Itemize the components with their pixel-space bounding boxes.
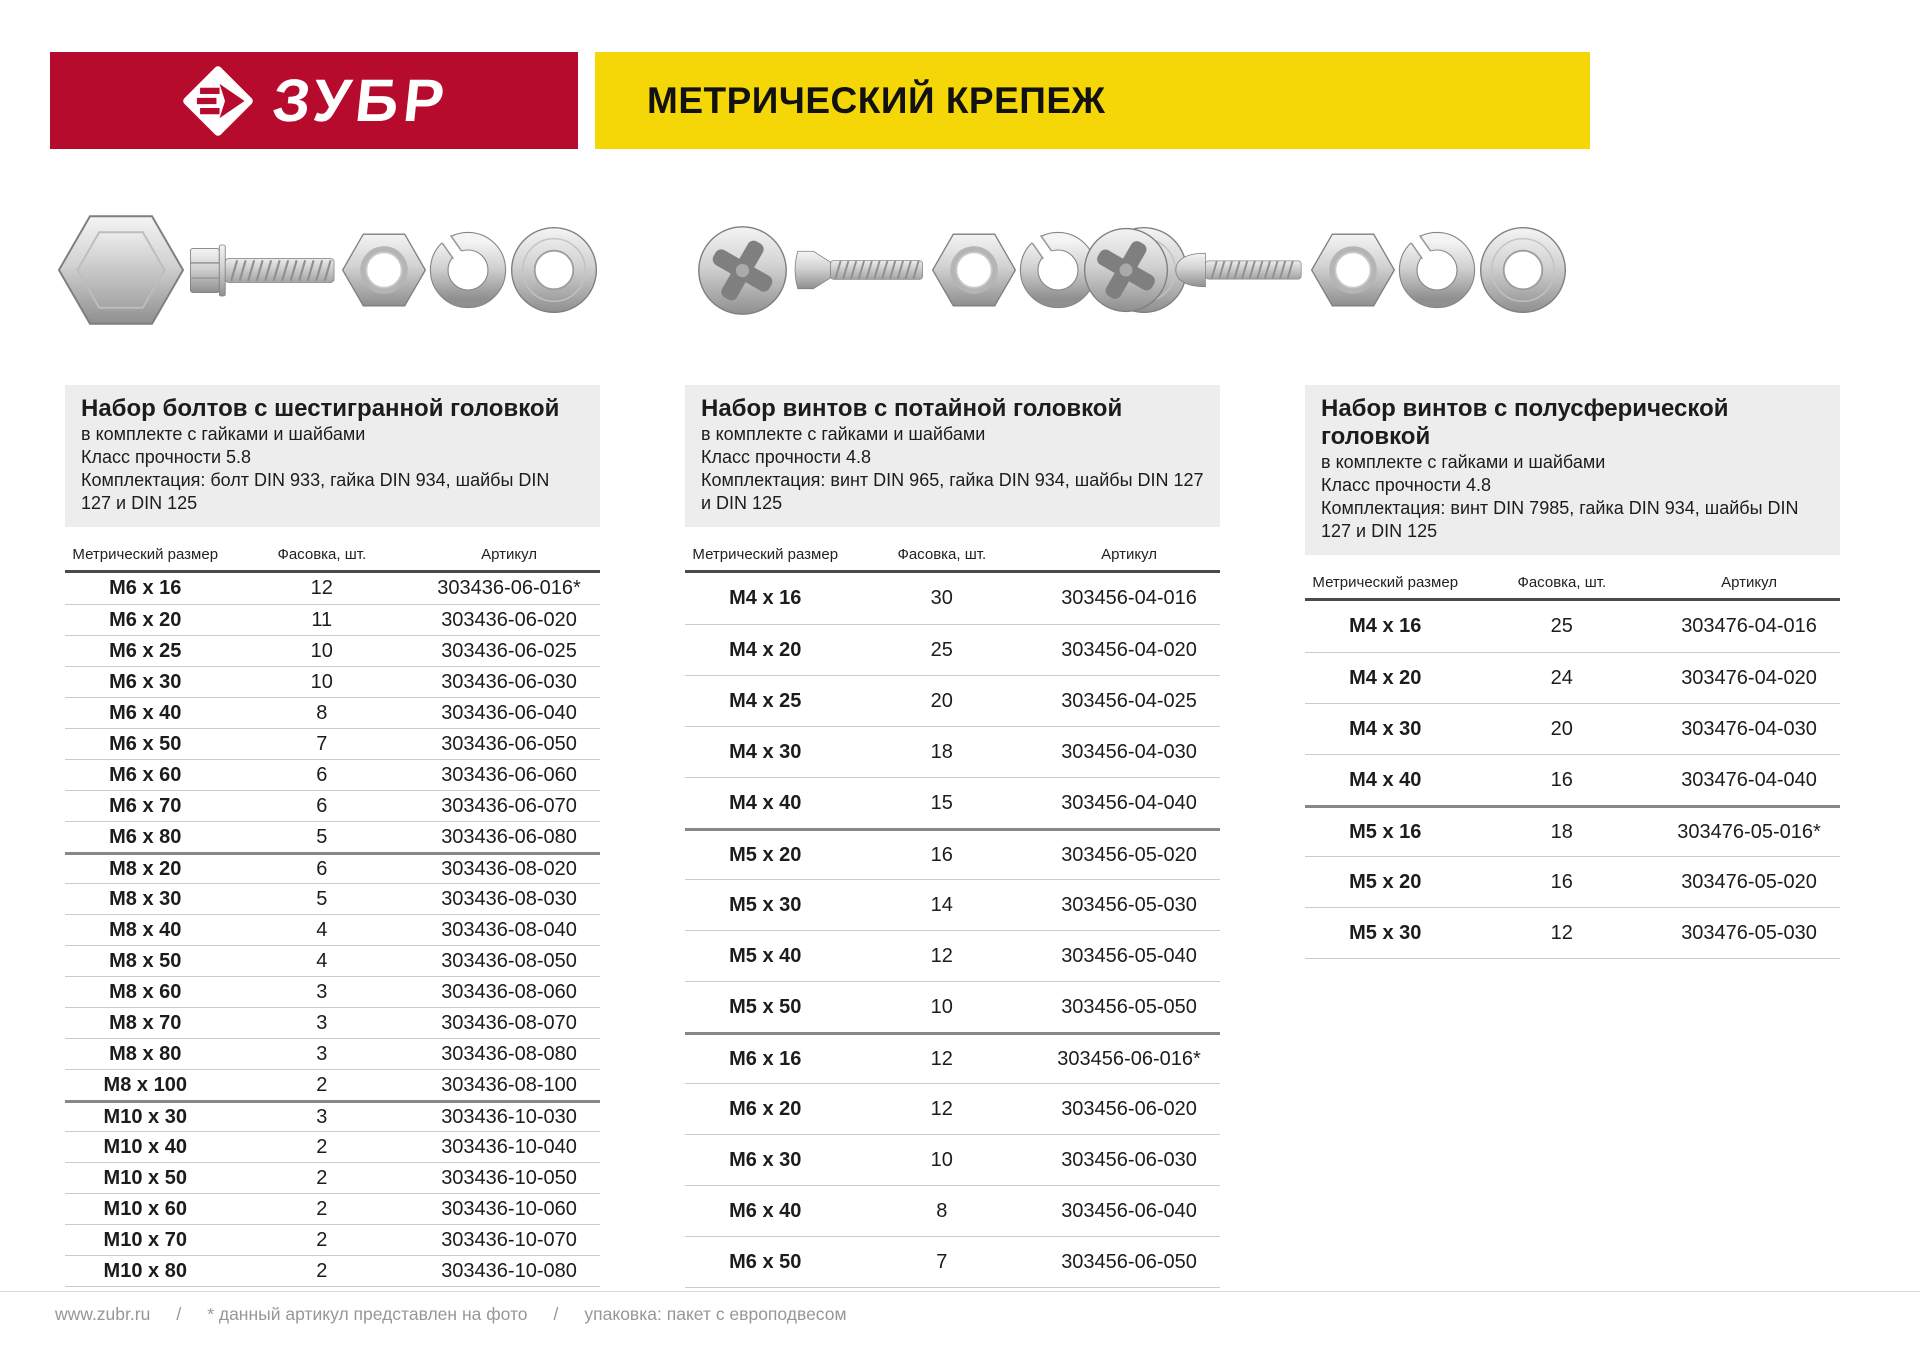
qty-cell: 3 — [316, 1011, 328, 1034]
qty-cell: 15 — [930, 791, 953, 814]
qty-cell: 4 — [316, 949, 328, 972]
qty-cell: 18 — [930, 740, 953, 763]
product-title: Набор болтов с шестигранной головкой — [81, 395, 560, 422]
product-table-pan-head-screws — [1305, 385, 1840, 959]
column-header-qty: Фасовка, шт. — [277, 546, 367, 563]
logo-wordmark: ЗУБР — [269, 66, 453, 134]
product-table-countersunk-screws — [685, 385, 1220, 1288]
sku-cell: 303436-08-020 — [441, 857, 577, 880]
table-rows — [65, 573, 600, 1287]
size-cell: М4 х 30 — [1349, 717, 1422, 740]
sku-cell: 303476-04-040 — [1681, 768, 1817, 791]
qty-cell: 3 — [316, 1042, 328, 1065]
sku-cell: 303436-10-080 — [441, 1259, 577, 1282]
size-cell: М4 х 40 — [729, 791, 802, 814]
sku-cell: 303456-05-030 — [1061, 893, 1197, 916]
sku-cell: 303476-05-030 — [1681, 921, 1817, 944]
sku-cell: 303436-10-050 — [441, 1166, 577, 1189]
table-row — [65, 976, 600, 1007]
size-cell: М6 х 70 — [109, 794, 182, 817]
table-row — [65, 728, 600, 759]
sku-cell: 303456-05-050 — [1061, 995, 1197, 1018]
table-row — [65, 573, 600, 604]
table-row — [685, 1134, 1220, 1185]
column-header-qty: Фасовка, шт. — [1517, 574, 1607, 591]
table-row — [65, 1007, 600, 1038]
footer — [55, 1304, 847, 1325]
table-row — [65, 1224, 600, 1255]
column-header-size: Метрический размер — [692, 546, 839, 563]
sku-cell: 303436-10-040 — [441, 1135, 577, 1158]
sku-cell: 303476-05-016* — [1677, 820, 1821, 843]
qty-cell: 12 — [930, 944, 953, 967]
size-cell: М6 х 40 — [729, 1199, 802, 1222]
kit-contents: Комплектация: винт DIN 7985, гайка DIN 934, шайбы DIN 127 и DIN 125 — [1321, 498, 1799, 541]
sku-cell: 303456-05-040 — [1061, 944, 1197, 967]
table-row — [65, 697, 600, 728]
table-row — [65, 1131, 600, 1162]
table-row — [685, 624, 1220, 675]
strength-class: Класс прочности 5.8 — [81, 447, 252, 467]
table-row — [65, 635, 600, 666]
hex-nut-icon — [1309, 226, 1397, 314]
product-title: Набор винтов с полусферической головкой — [1321, 395, 1729, 450]
sku-cell: 303456-06-030 — [1061, 1148, 1197, 1171]
table-row — [65, 914, 600, 945]
qty-cell: 5 — [316, 825, 328, 848]
size-cell: М6 х 30 — [729, 1148, 802, 1171]
strength-class: Класс прочности 4.8 — [1321, 475, 1492, 495]
size-cell: М4 х 16 — [1349, 615, 1422, 637]
hex-nut-icon — [340, 226, 428, 314]
table-row — [65, 1162, 600, 1193]
table-row — [1305, 805, 1840, 856]
qty-cell: 2 — [316, 1166, 328, 1189]
table-row — [65, 1193, 600, 1224]
strength-class: Класс прочности 4.8 — [701, 447, 872, 467]
qty-cell: 7 — [316, 732, 328, 755]
qty-cell: 25 — [1550, 615, 1573, 637]
qty-cell: 12 — [930, 1097, 953, 1120]
column-header-size: Метрический размер — [1312, 574, 1459, 591]
size-cell: М4 х 25 — [729, 689, 802, 712]
sku-cell: 303456-04-030 — [1061, 740, 1197, 763]
qty-cell: 8 — [316, 701, 328, 724]
table-row — [685, 1032, 1220, 1083]
qty-cell: 30 — [930, 587, 953, 609]
sku-cell: 303476-04-020 — [1681, 666, 1817, 689]
asterisk-note: * данный артикул представлен на фото — [207, 1304, 528, 1324]
sku-cell: 303436-10-060 — [441, 1197, 577, 1220]
column-headers — [65, 527, 600, 573]
size-cell: М5 х 16 — [1349, 820, 1422, 843]
table-row — [65, 604, 600, 635]
hex-bolt-side-icon — [187, 228, 340, 313]
size-cell: М8 х 70 — [109, 1011, 182, 1034]
size-cell: М8 х 100 — [103, 1073, 187, 1096]
product-subtitle: в комплекте с гайками и шайбами — [81, 424, 366, 444]
qty-cell: 6 — [316, 857, 328, 880]
size-cell: М6 х 40 — [109, 701, 182, 724]
sku-cell: 303456-06-050 — [1061, 1250, 1197, 1273]
table-row — [685, 828, 1220, 879]
sku-cell: 303436-06-020 — [441, 608, 577, 631]
table-row — [1305, 601, 1840, 652]
size-cell: М8 х 30 — [109, 887, 182, 910]
qty-cell: 5 — [316, 887, 328, 910]
size-cell: М4 х 30 — [729, 740, 802, 763]
size-cell: М5 х 30 — [1349, 921, 1422, 944]
hex-nut-icon — [930, 226, 1018, 314]
size-cell: М6 х 30 — [109, 670, 182, 693]
qty-cell: 6 — [316, 794, 328, 817]
sku-cell: 303476-04-030 — [1681, 717, 1817, 740]
sku-cell: 303436-08-050 — [441, 949, 577, 972]
sku-cell: 303436-10-070 — [441, 1228, 577, 1251]
qty-cell: 7 — [936, 1250, 948, 1273]
sku-cell: 303456-04-025 — [1061, 689, 1197, 712]
qty-cell: 10 — [310, 670, 333, 693]
size-cell: М4 х 20 — [729, 638, 802, 661]
hex-bolt-head-front-icon — [55, 204, 187, 336]
countersunk-screw-side-icon — [790, 231, 930, 309]
size-cell: М5 х 20 — [1349, 870, 1422, 893]
kit-contents: Комплектация: болт DIN 933, гайка DIN 934, шайбы DIN 127 и DIN 125 — [81, 470, 550, 513]
qty-cell: 20 — [930, 689, 953, 712]
packaging-note: упаковка: пакет с европодвесом — [584, 1304, 847, 1324]
sku-cell: 303436-08-060 — [441, 980, 577, 1003]
qty-cell: 12 — [1550, 921, 1573, 944]
sku-cell: 303476-04-016 — [1681, 615, 1817, 637]
table-row — [65, 945, 600, 976]
table-row — [1305, 754, 1840, 805]
table-row — [1305, 907, 1840, 958]
sku-cell: 303456-04-040 — [1061, 791, 1197, 814]
table-row — [65, 790, 600, 821]
column-headers — [685, 527, 1220, 573]
size-cell: М6 х 16 — [729, 1047, 802, 1070]
sku-cell: 303436-06-060 — [441, 763, 577, 786]
qty-cell: 10 — [930, 995, 953, 1018]
qty-cell: 10 — [310, 639, 333, 662]
size-cell: М5 х 40 — [729, 944, 802, 967]
product-info-block — [1305, 385, 1840, 555]
column-header-size: Метрический размер — [72, 546, 219, 563]
sku-cell: 303436-06-080 — [441, 825, 577, 848]
table-row — [685, 981, 1220, 1032]
qty-cell: 18 — [1550, 820, 1573, 843]
size-cell: М6 х 50 — [729, 1250, 802, 1273]
kit-contents: Комплектация: винт DIN 965, гайка DIN 934, шайбы DIN 127 и DIN 125 — [701, 470, 1204, 513]
qty-cell: 3 — [316, 980, 328, 1003]
size-cell: М6 х 20 — [109, 608, 182, 631]
sku-cell: 303436-06-050 — [441, 732, 577, 755]
table-row — [65, 666, 600, 697]
table-row — [1305, 652, 1840, 703]
size-cell: М10 х 30 — [103, 1105, 187, 1128]
size-cell: М5 х 30 — [729, 893, 802, 916]
table-row — [65, 759, 600, 790]
sku-cell: 303436-08-100 — [441, 1073, 577, 1096]
qty-cell: 24 — [1550, 666, 1573, 689]
qty-cell: 20 — [1550, 717, 1573, 740]
size-cell: М8 х 20 — [109, 857, 182, 880]
flat-washer-icon — [508, 224, 600, 316]
qty-cell: 3 — [316, 1105, 328, 1128]
table-row — [65, 821, 600, 852]
column-header-sku: Артикул — [481, 546, 537, 563]
qty-cell: 16 — [1550, 768, 1573, 791]
footer-separator: / — [553, 1304, 559, 1324]
sku-cell: 303436-06-025 — [441, 639, 577, 662]
table-row — [685, 726, 1220, 777]
qty-cell: 6 — [316, 763, 328, 786]
size-cell: М6 х 16 — [109, 577, 182, 599]
sku-cell: 303436-06-070 — [441, 794, 577, 817]
qty-cell: 12 — [930, 1047, 953, 1070]
size-cell: М6 х 60 — [109, 763, 182, 786]
size-cell: М8 х 50 — [109, 949, 182, 972]
sku-cell: 303436-08-030 — [441, 887, 577, 910]
qty-cell: 2 — [316, 1197, 328, 1220]
qty-cell: 25 — [930, 638, 953, 661]
qty-cell: 2 — [316, 1135, 328, 1158]
product-info-block — [65, 385, 600, 527]
sku-cell: 303436-08-040 — [441, 918, 577, 941]
qty-cell: 16 — [930, 843, 953, 866]
sku-cell: 303456-06-020 — [1061, 1097, 1197, 1120]
qty-cell: 2 — [316, 1073, 328, 1096]
size-cell: М10 х 50 — [103, 1166, 187, 1189]
size-cell: М5 х 50 — [729, 995, 802, 1018]
sku-cell: 303456-04-016 — [1061, 587, 1197, 609]
column-header-sku: Артикул — [1101, 546, 1157, 563]
size-cell: М10 х 60 — [103, 1197, 187, 1220]
size-cell: М10 х 70 — [103, 1228, 187, 1251]
sku-cell: 303436-08-070 — [441, 1011, 577, 1034]
zubr-diamond-icon — [179, 62, 257, 140]
sku-cell: 303436-08-080 — [441, 1042, 577, 1065]
table-rows — [685, 573, 1220, 1288]
footer-separator: / — [176, 1304, 182, 1324]
column-headers — [1305, 555, 1840, 601]
phillips-pan-head-front-icon — [1080, 224, 1172, 316]
qty-cell: 2 — [316, 1228, 328, 1251]
table-row — [65, 852, 600, 883]
qty-cell: 8 — [936, 1199, 948, 1222]
photo-set-hex-bolts — [55, 172, 600, 368]
spring-washer-icon — [1397, 230, 1477, 310]
product-table-hex-bolts — [65, 385, 600, 1287]
table-row — [1305, 703, 1840, 754]
sku-cell: 303436-06-016* — [437, 577, 581, 599]
photo-set-pan-head-screws — [1080, 172, 1545, 368]
table-row — [65, 1255, 600, 1286]
product-subtitle: в комплекте с гайками и шайбами — [701, 424, 986, 444]
column-header-qty: Фасовка, шт. — [897, 546, 987, 563]
qty-cell: 14 — [930, 893, 953, 916]
table-row — [685, 675, 1220, 726]
size-cell: М8 х 40 — [109, 918, 182, 941]
sku-cell: 303476-05-020 — [1681, 870, 1817, 893]
qty-cell: 12 — [310, 577, 333, 599]
qty-cell: 10 — [930, 1148, 953, 1171]
table-row — [685, 573, 1220, 624]
pan-head-screw-side-icon — [1172, 232, 1309, 308]
sku-cell: 303456-06-040 — [1061, 1199, 1197, 1222]
size-cell: М4 х 20 — [1349, 666, 1422, 689]
size-cell: М6 х 80 — [109, 825, 182, 848]
qty-cell: 2 — [316, 1259, 328, 1282]
table-row — [685, 1236, 1220, 1287]
size-cell: М6 х 50 — [109, 732, 182, 755]
table-row — [65, 1069, 600, 1100]
sku-cell: 303436-06-030 — [441, 670, 577, 693]
flat-washer-icon — [1477, 224, 1569, 316]
size-cell: М8 х 60 — [109, 980, 182, 1003]
qty-cell: 11 — [311, 608, 333, 631]
banner — [595, 52, 1590, 149]
sku-cell: 303456-04-020 — [1061, 638, 1197, 661]
page-title: МЕТРИЧЕСКИЙ КРЕПЕЖ — [647, 79, 1106, 121]
website-url: www.zubr.ru — [55, 1304, 151, 1324]
table-row — [1305, 856, 1840, 907]
size-cell: М4 х 40 — [1349, 768, 1422, 791]
table-row — [685, 1185, 1220, 1236]
qty-cell: 4 — [316, 918, 328, 941]
table-row — [685, 777, 1220, 828]
product-subtitle: в комплекте с гайками и шайбами — [1321, 452, 1606, 472]
phillips-countersunk-head-front-icon — [695, 223, 790, 318]
sku-cell: 303456-05-020 — [1061, 843, 1197, 866]
sku-cell: 303456-06-016* — [1057, 1047, 1201, 1070]
size-cell: М5 х 20 — [729, 843, 802, 866]
size-cell: М10 х 80 — [103, 1259, 187, 1282]
size-cell: М4 х 16 — [729, 587, 802, 609]
spring-washer-icon — [428, 230, 508, 310]
table-row — [65, 883, 600, 914]
sku-cell: 303436-10-030 — [441, 1105, 577, 1128]
size-cell: М6 х 25 — [109, 639, 182, 662]
column-header-sku: Артикул — [1721, 574, 1777, 591]
qty-cell: 16 — [1550, 870, 1573, 893]
table-row — [65, 1100, 600, 1131]
table-row — [685, 879, 1220, 930]
size-cell: М10 х 40 — [103, 1135, 187, 1158]
zubr-logo — [50, 52, 578, 149]
footer-divider — [0, 1291, 1920, 1292]
table-row — [685, 1083, 1220, 1134]
table-rows — [1305, 601, 1840, 959]
table-row — [685, 930, 1220, 981]
sku-cell: 303436-06-040 — [441, 701, 577, 724]
size-cell: М6 х 20 — [729, 1097, 802, 1120]
size-cell: М8 х 80 — [109, 1042, 182, 1065]
product-title: Набор винтов с потайной головкой — [701, 395, 1123, 422]
product-info-block — [685, 385, 1220, 527]
table-row — [65, 1038, 600, 1069]
